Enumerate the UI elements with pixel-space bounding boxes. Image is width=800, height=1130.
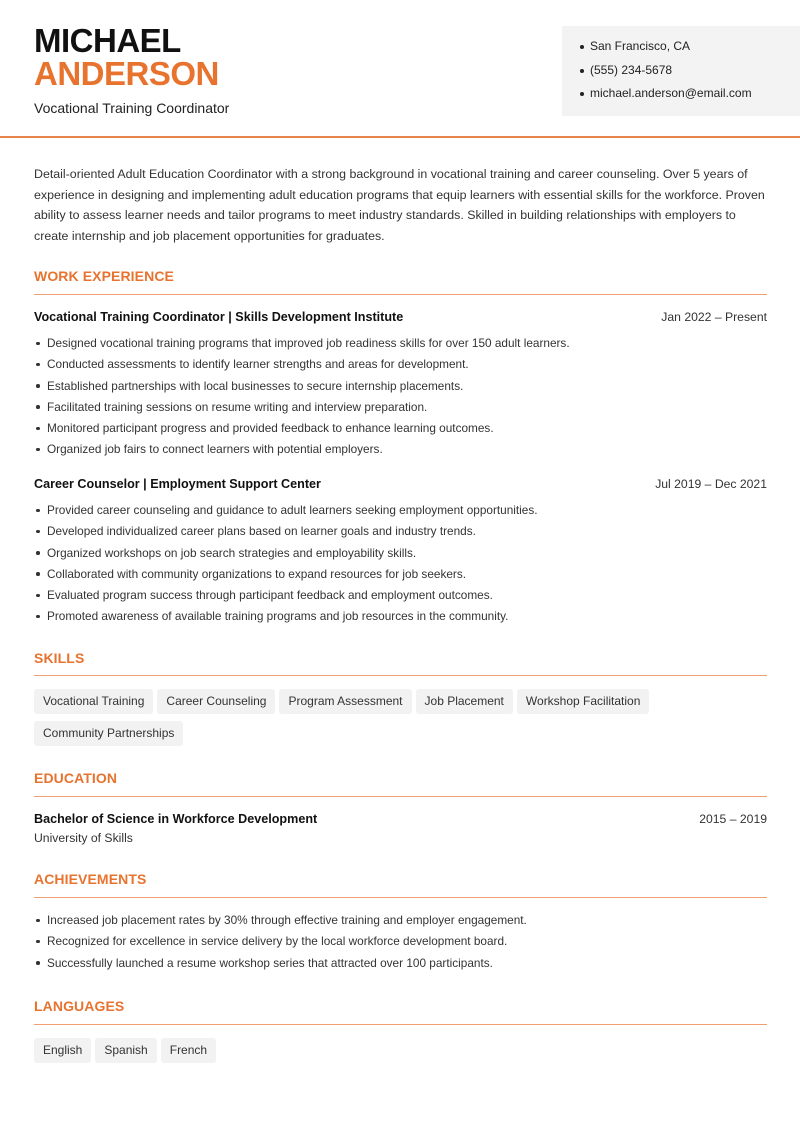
education-header <box>34 812 767 826</box>
language-tag: French <box>161 1038 216 1063</box>
section-title-education: EDUCATION <box>34 770 118 786</box>
languages-list <box>34 1038 774 1070</box>
skill-tag: Workshop Facilitation <box>517 689 650 714</box>
skill-tag: Community Partnerships <box>34 721 183 746</box>
list-item: Evaluated program success through participant feedback and employment outcomes. <box>34 586 767 607</box>
skill-tag: Vocational Training <box>34 689 153 714</box>
summary-text: Detail-oriented Adult Education Coordinator with a strong background in vocational training and career counseling. Over 5 years of experience in designing and implementing adult education programs that equip learners with essential skills for the workforce. Proven ability to assess learner needs and tailor programs to meet industry standards. Skilled in building relationships with employers to create internship and job placement opportunities for graduates. <box>34 167 765 244</box>
resume-header <box>0 0 800 138</box>
list-item: Developed individualized career plans based on learner goals and industry trends. <box>34 522 767 543</box>
school-name: University of Skills <box>34 831 133 845</box>
job-title-1: Vocational Training Coordinator | Skills Development Institute <box>34 310 404 324</box>
contact-box <box>562 26 800 116</box>
list-item: Successfully launched a resume workshop series that attracted over 100 participants. <box>34 954 767 975</box>
contact-location: San Francisco, CA <box>580 37 800 61</box>
list-item: Organized workshops on job search strategies and employability skills. <box>34 544 767 565</box>
section-title-languages: LANGUAGES <box>34 998 125 1014</box>
list-item: Organized job fairs to connect learners with potential employers. <box>34 440 767 461</box>
list-item: Increased job placement rates by 30% through effective training and employer engagement. <box>34 911 767 932</box>
list-item: Monitored participant progress and provided feedback to enhance learning outcomes. <box>34 419 767 440</box>
degree-title: Bachelor of Science in Workforce Development <box>34 812 318 826</box>
section-divider <box>34 897 767 898</box>
job-bullets-1 <box>34 334 767 462</box>
first-name: MICHAEL <box>34 22 181 59</box>
list-item: Recognized for excellence in service delivery by the local workforce development board. <box>34 932 767 953</box>
section-title-skills: SKILLS <box>34 650 85 666</box>
job-header <box>34 310 767 324</box>
contact-phone: (555) 234-5678 <box>580 61 800 85</box>
job-title: Vocational Training Coordinator <box>34 100 230 116</box>
section-divider <box>34 1024 767 1025</box>
skill-tag: Career Counseling <box>157 689 275 714</box>
section-divider <box>34 796 767 797</box>
list-item: Collaborated with community organizations to expand resources for job seekers. <box>34 565 767 586</box>
list-item: Conducted assessments to identify learner strengths and areas for development. <box>34 355 767 376</box>
contact-email[interactable]: michael.anderson@email.com <box>580 84 800 108</box>
list-item: Facilitated training sessions on resume writing and interview preparation. <box>34 398 767 419</box>
section-title-achievements: ACHIEVEMENTS <box>34 871 147 887</box>
language-tag: Spanish <box>95 1038 156 1063</box>
language-tag: English <box>34 1038 91 1063</box>
list-item: Designed vocational training programs that improved job readiness skills for over 150 adult learners. <box>34 334 767 355</box>
skill-tag: Program Assessment <box>279 689 411 714</box>
list-item: Provided career counseling and guidance to adult learners seeking employment opportunities. <box>34 501 767 522</box>
job-date-2: Jul 2019 – Dec 2021 <box>655 477 767 491</box>
job-title-2: Career Counselor | Employment Support Center <box>34 477 321 491</box>
last-name: ANDERSON <box>34 55 219 92</box>
job-bullets-2 <box>34 501 767 629</box>
section-divider <box>34 294 767 295</box>
education-date: 2015 – 2019 <box>699 812 767 826</box>
section-title-work: WORK EXPERIENCE <box>34 268 174 284</box>
job-header <box>34 477 767 491</box>
list-item: Established partnerships with local businesses to secure internship placements. <box>34 377 767 398</box>
skill-tag: Job Placement <box>416 689 513 714</box>
list-item: Promoted awareness of available training programs and job resources in the community. <box>34 607 767 628</box>
achievements-list <box>34 911 767 975</box>
skills-list <box>34 689 774 753</box>
job-date-1: Jan 2022 – Present <box>661 310 767 324</box>
section-divider <box>34 675 767 676</box>
